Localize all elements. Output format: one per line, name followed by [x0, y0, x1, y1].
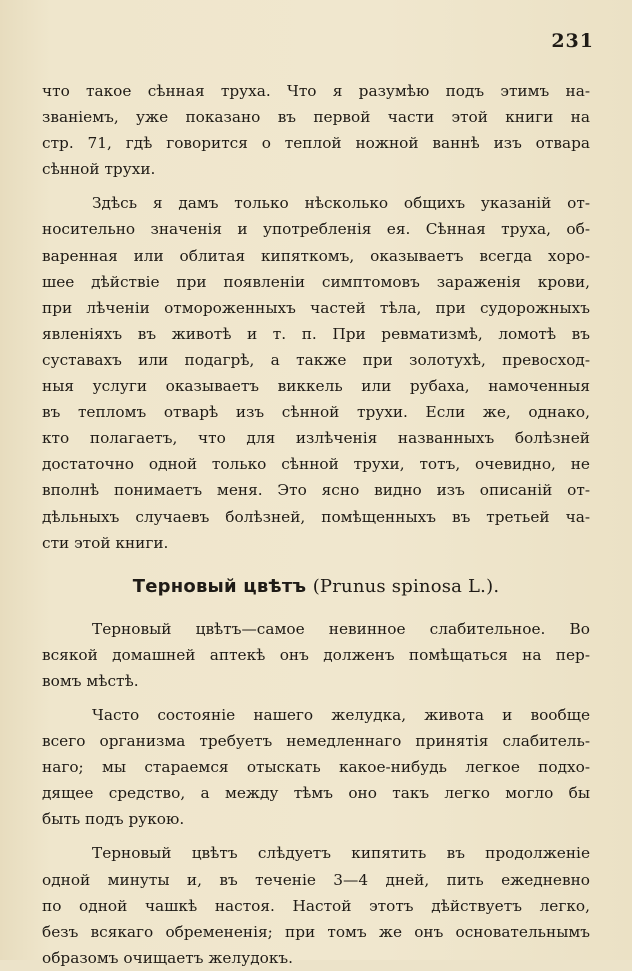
text-line: варенная или облитая кипяткомъ, оказываетъ всегда хоро-: [42, 246, 590, 265]
text-line: дѣльныхъ случаевъ болѣзней, помѣщенныхъ въ третьей ча-: [42, 507, 590, 526]
text-line: быть подъ рукою.: [42, 810, 185, 829]
text-line: всего организма требуетъ немедленнаго принятія слабитель-: [42, 732, 590, 751]
section-title: Терновый цвѣтъ: [132, 575, 307, 597]
page-number: 231: [551, 30, 594, 52]
text-line: званіемъ, уже показано въ первой части этой книги на: [42, 108, 590, 127]
paragraph: [42, 702, 590, 832]
text-line: стр. 71, гдѣ говорится о теплой ножной ваннѣ изъ отвара: [42, 134, 590, 153]
text-line: ныя услуги оказываетъ виккель или рубаха, намоченныя: [42, 377, 590, 396]
section-latin-name: (Prunus spinosa L.).: [312, 575, 500, 597]
paragraph: [42, 78, 590, 182]
text-line: всякой домашней аптекѣ онъ долженъ помѣщаться на пер-: [42, 645, 590, 664]
text-line: Терновый цвѣтъ слѣдуетъ кипятить въ продолженіе: [92, 844, 590, 863]
text-line: Терновый цвѣтъ—самое невинное слабительное. Во: [92, 619, 590, 638]
text-line: шее дѣйствіе при появленіи симптомовъ зараженія крови,: [42, 272, 590, 291]
section-heading: [42, 572, 590, 602]
paragraph: [42, 616, 590, 694]
text-line: кто полагаетъ, что для излѣченія названныхъ болѣзней: [42, 429, 590, 448]
text-line: по одной чашкѣ настоя. Настой этотъ дѣйствуетъ легко,: [42, 896, 590, 915]
text-line: сти этой книги.: [42, 533, 169, 552]
text-line: наго; мы стараемся отыскать какое-нибудь легкое подхо-: [42, 758, 590, 777]
text-line: суставахъ или подагрѣ, а также при золотухѣ, превосход-: [42, 350, 590, 369]
text-line: достаточно одной только сѣнной трухи, тотъ, очевидно, не: [42, 455, 590, 474]
text-line: образомъ очищаетъ желудокъ.: [42, 948, 293, 967]
text-line: сѣнной трухи.: [42, 160, 156, 179]
text-line: безъ всякаго обремененія; при томъ же онъ основательнымъ: [42, 922, 590, 941]
text-line: что такое сѣнная труха. Что я разумѣю подъ этимъ на-: [42, 82, 590, 100]
page-text: [42, 78, 590, 971]
paragraph: [42, 840, 590, 970]
text-line: въ тепломъ отварѣ изъ сѣнной трухи. Если же, однако,: [42, 403, 590, 422]
paragraph: [42, 190, 590, 555]
text-line: явленіяхъ въ животѣ и т. п. При ревматизмѣ, ломотѣ въ: [42, 324, 590, 343]
text-line: одной минуты и, въ теченіе 3—4 дней, пить ежедневно: [42, 870, 590, 889]
text-line: дящее средство, а между тѣмъ оно такъ легко могло бы: [42, 784, 590, 803]
text-line: Часто состояніе нашего желудка, живота и вообще: [92, 705, 590, 724]
text-line: при лѣченіи отмороженныхъ частей тѣла, при судорожныхъ: [42, 298, 590, 317]
text-line: носительно значенія и употребленія ея. Сѣнная труха, об-: [42, 220, 590, 239]
text-line: вомъ мѣстѣ.: [42, 671, 139, 690]
text-line: вполнѣ понимаетъ меня. Это ясно видно изъ описаній от-: [42, 481, 590, 500]
text-line: Здѣсь я дамъ только нѣсколько общихъ указаній от-: [92, 194, 590, 213]
